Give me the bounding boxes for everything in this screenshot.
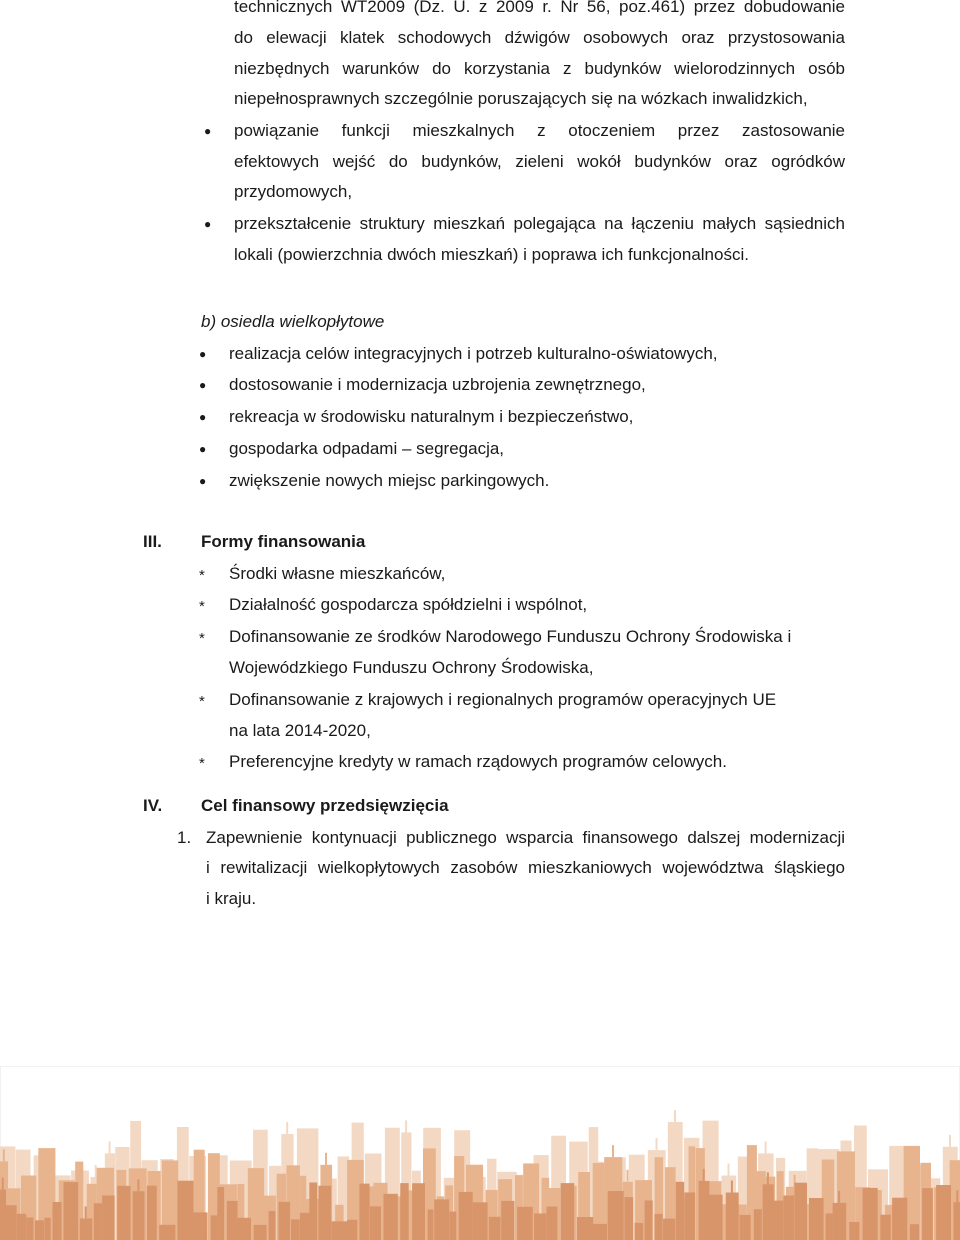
- bullet-item-line: powiązanie funkcji mieszkalnych z otoczeniem przez zastosowanie: [234, 121, 845, 140]
- skyline-building: [159, 1225, 175, 1240]
- bullet-dot-icon: ●: [199, 442, 207, 456]
- bullet-item-line: lokali (powierzchnia dwóch mieszkań) i poprawa ich funkcjonalności.: [234, 245, 749, 264]
- skyline-spire: [325, 1153, 327, 1165]
- skyline-building: [501, 1201, 514, 1240]
- list-item: na lata 2014-2020,: [229, 721, 371, 740]
- skyline-spire: [728, 1164, 730, 1176]
- skyline-building: [624, 1197, 633, 1240]
- bullet-dot-icon: ●: [199, 474, 207, 488]
- skyline-building: [699, 1181, 710, 1240]
- bullet-item-line: efektowych wejść do budynków, zieleni wokół budynków oraz ogródków: [234, 152, 845, 171]
- skyline-building: [863, 1188, 878, 1240]
- section-title: Formy finansowania: [201, 532, 366, 551]
- skyline-building: [726, 1193, 739, 1240]
- skyline-spire: [3, 1149, 5, 1161]
- list-item: Wojewódzkiego Funduszu Ochrony Środowiska,: [229, 658, 594, 677]
- skyline-building: [177, 1181, 193, 1240]
- bullet-item-line: przekształcenie struktury mieszkań polegająca na łączeniu małych sąsiednich: [234, 214, 845, 233]
- bullet-dot-icon: ●: [199, 347, 207, 361]
- skyline-building: [44, 1218, 50, 1240]
- skyline-building: [331, 1221, 347, 1240]
- skyline-building: [473, 1202, 488, 1240]
- list-item-line: i rewitalizacji wielkopłytowych zasobów mieszkaniowych województwa śląskiego: [206, 858, 845, 877]
- list-item: Działalność gospodarcza spółdzielni i wspólnot,: [229, 595, 588, 614]
- skyline-building: [309, 1183, 317, 1240]
- skyline-spire: [731, 1181, 733, 1193]
- list-item: rekreacja w środowisku naturalnym i bezpieczeństwo,: [229, 407, 634, 426]
- skyline-building: [773, 1201, 783, 1240]
- skyline-spire: [765, 1141, 767, 1153]
- intro-line: do elewacji klatek schodowych dźwigów osobowych oraz przystosowania: [234, 28, 845, 47]
- list-item-number: 1.: [177, 828, 192, 847]
- skyline-building: [53, 1202, 62, 1240]
- skyline-building: [133, 1191, 145, 1240]
- intro-line: niezbędnych warunków do korzystania z budynków wielorodzinnych osób: [234, 59, 845, 78]
- skyline-building: [449, 1212, 456, 1240]
- asterisk-bullet-icon: *: [199, 630, 205, 647]
- skyline-building: [211, 1215, 218, 1240]
- list-item-line: i kraju.: [206, 889, 257, 908]
- skyline-spire: [286, 1122, 288, 1134]
- bullet-dot-icon: ●: [204, 124, 212, 138]
- skyline-building: [794, 1183, 807, 1240]
- intro-line: technicznych WT2009 (Dz. U. z 2009 r. Nr 56, poz.461) przez dobudowanie: [234, 0, 845, 16]
- skyline-spire: [627, 1170, 629, 1182]
- skyline-building: [117, 1186, 130, 1240]
- asterisk-bullet-icon: *: [199, 755, 205, 772]
- skyline-building: [489, 1217, 501, 1240]
- skyline-building: [26, 1218, 33, 1240]
- section-number: III.: [143, 532, 162, 551]
- skyline-spire: [767, 1172, 769, 1184]
- skyline-building: [384, 1194, 398, 1240]
- skyline-building: [80, 1218, 93, 1240]
- skyline-building: [459, 1192, 473, 1240]
- skyline-building: [936, 1185, 951, 1240]
- skyline-building: [147, 1186, 157, 1240]
- list-item: gospodarka odpadami – segregacja,: [229, 439, 505, 458]
- skyline-building: [910, 1224, 919, 1240]
- skyline-building: [635, 1223, 644, 1240]
- skyline-building: [561, 1183, 575, 1240]
- skyline-building: [663, 1219, 675, 1240]
- skyline-building: [193, 1212, 207, 1240]
- skyline-building: [826, 1213, 833, 1240]
- skyline-building: [35, 1220, 44, 1240]
- skyline-building: [833, 1203, 847, 1240]
- skyline-building: [359, 1184, 369, 1240]
- list-item: Preferencyjne kredyty w ramach rządowych programów celowych.: [229, 752, 727, 771]
- skyline-building: [954, 1202, 960, 1240]
- skyline-building: [400, 1183, 409, 1240]
- list-item: Dofinansowanie z krajowych i regionalnych programów operacyjnych UE: [229, 690, 777, 709]
- skyline-spire: [2, 1178, 4, 1190]
- skyline-building: [892, 1198, 907, 1240]
- skyline-spire: [656, 1138, 658, 1150]
- skyline-spire: [838, 1191, 840, 1203]
- bullet-item-line: przydomowych,: [234, 182, 353, 201]
- skyline-building: [227, 1201, 238, 1240]
- list-item: Dofinansowanie ze środków Narodowego Funduszu Ochrony Środowiska i: [229, 627, 792, 646]
- bullet-dot-icon: ●: [199, 378, 207, 392]
- list-item: zwiększenie nowych miejsc parkingowych.: [229, 471, 550, 490]
- skyline-building: [279, 1202, 291, 1240]
- asterisk-bullet-icon: *: [199, 693, 205, 710]
- section-number: IV.: [143, 796, 163, 815]
- skyline-building: [880, 1215, 891, 1240]
- skyline-building: [412, 1183, 425, 1240]
- skyline-building: [763, 1184, 774, 1240]
- skyline-building: [684, 1192, 695, 1240]
- skyline-spire: [95, 1165, 97, 1177]
- skyline-building: [94, 1203, 102, 1240]
- list-item: Środki własne mieszkańców,: [229, 564, 446, 583]
- skyline-building: [428, 1210, 434, 1240]
- skyline-building: [318, 1186, 331, 1240]
- skyline-building: [534, 1214, 546, 1240]
- skyline-building: [577, 1217, 593, 1240]
- skyline-building: [64, 1182, 79, 1240]
- skyline-building: [849, 1222, 859, 1240]
- skyline-building: [645, 1201, 653, 1240]
- asterisk-bullet-icon: *: [199, 567, 205, 584]
- skyline-building: [547, 1207, 558, 1240]
- skyline-building: [922, 1188, 933, 1240]
- list-item: realizacja celów integracyjnych i potrzeb kulturalno-oświatowych,: [229, 344, 718, 363]
- skyline-building: [102, 1196, 115, 1240]
- skyline-building: [754, 1209, 762, 1240]
- city-skyline-footer-image: [0, 1066, 960, 1240]
- skyline-building: [370, 1206, 381, 1240]
- skyline-spire: [674, 1110, 676, 1122]
- skyline-building: [709, 1195, 722, 1240]
- skyline-spire: [949, 1135, 951, 1147]
- skyline-building: [237, 1218, 251, 1240]
- skyline-building: [654, 1214, 662, 1240]
- skyline-building: [809, 1198, 824, 1240]
- skyline-spire: [85, 1206, 87, 1218]
- skyline-building: [676, 1182, 685, 1240]
- intro-line: niepełnosprawnych szczególnie poruszających się na wózkach inwalidzkich,: [234, 89, 808, 108]
- skyline-spire: [109, 1141, 111, 1153]
- skyline-spire: [703, 1169, 705, 1181]
- list-item: dostosowanie i modernizacja uzbrojenia zewnętrznego,: [229, 375, 646, 394]
- skyline-building: [269, 1211, 276, 1240]
- skyline-building: [593, 1224, 607, 1240]
- skyline-building: [517, 1207, 533, 1240]
- section-title: Cel finansowy przedsięwzięcia: [201, 796, 449, 815]
- skyline-building: [783, 1196, 794, 1240]
- skyline-spire: [956, 1190, 958, 1202]
- bullet-dot-icon: ●: [204, 217, 212, 231]
- skyline-building: [0, 1190, 6, 1240]
- skyline-building: [608, 1191, 624, 1240]
- skyline-building: [217, 1187, 224, 1240]
- skyline-building: [6, 1205, 17, 1240]
- skyline-spire: [612, 1145, 614, 1157]
- skyline-building: [254, 1225, 267, 1240]
- skyline-spire: [137, 1179, 139, 1191]
- list-item-line: Zapewnienie kontynuacji publicznego wsparcia finansowego dalszej modernizacji: [206, 828, 845, 847]
- skyline-building: [434, 1199, 449, 1240]
- skyline-building: [740, 1215, 751, 1240]
- skyline-spire: [405, 1120, 407, 1132]
- asterisk-bullet-icon: *: [199, 598, 205, 615]
- skyline-building: [17, 1214, 27, 1240]
- bullet-dot-icon: ●: [199, 410, 207, 424]
- skyline-building: [291, 1219, 300, 1240]
- skyline-building: [347, 1220, 357, 1240]
- skyline-building: [300, 1213, 310, 1240]
- section-b-heading: b) osiedla wielkopłytowe: [201, 312, 385, 331]
